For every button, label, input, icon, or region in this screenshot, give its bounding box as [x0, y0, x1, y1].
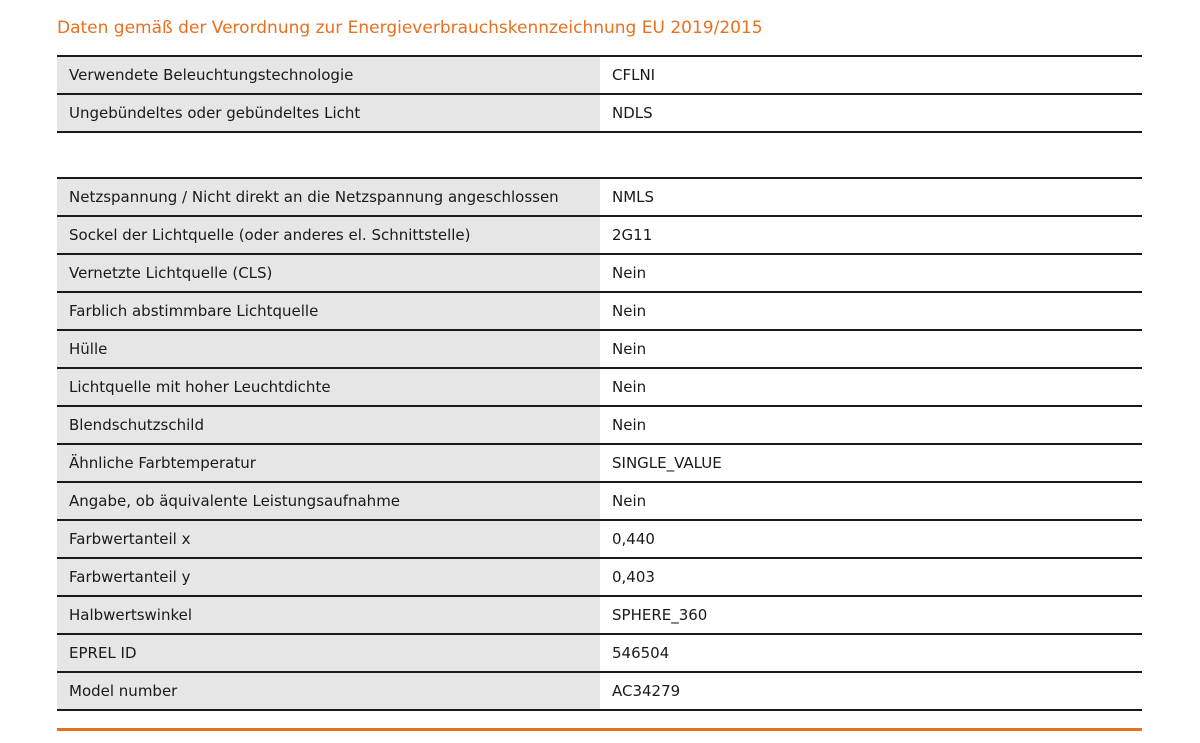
row-label: Verwendete Beleuchtungstechnologie — [57, 57, 600, 93]
table-row — [57, 595, 1142, 633]
row-label: Halbwertswinkel — [57, 597, 600, 633]
table-row — [57, 177, 1142, 215]
row-label: Ungebündeltes oder gebündeltes Licht — [57, 95, 600, 131]
row-label: Farbwertanteil y — [57, 559, 600, 595]
row-label: Sockel der Lichtquelle (oder anderes el. Schnittstelle) — [57, 217, 600, 253]
row-label: Farblich abstimmbare Lichtquelle — [57, 293, 600, 329]
table-row — [57, 329, 1142, 367]
row-label: Netzspannung / Nicht direkt an die Netzspannung angeschlossen — [57, 179, 600, 215]
row-value: CFLNI — [600, 57, 1142, 93]
row-label: Hülle — [57, 331, 600, 367]
row-value: Nein — [600, 407, 1142, 443]
row-label: Blendschutzschild — [57, 407, 600, 443]
row-value: Nein — [600, 293, 1142, 329]
table-row — [57, 253, 1142, 291]
table-row — [57, 93, 1142, 133]
row-label: Vernetzte Lichtquelle (CLS) — [57, 255, 600, 291]
table-row — [57, 481, 1142, 519]
row-value: Nein — [600, 369, 1142, 405]
table-row — [57, 367, 1142, 405]
table-row — [57, 405, 1142, 443]
row-value: 546504 — [600, 635, 1142, 671]
table-row — [57, 519, 1142, 557]
row-value: Nein — [600, 483, 1142, 519]
row-value: NMLS — [600, 179, 1142, 215]
row-value: SINGLE_VALUE — [600, 445, 1142, 481]
table-row — [57, 671, 1142, 711]
row-value: AC34279 — [600, 673, 1142, 709]
row-label: Angabe, ob äquivalente Leistungsaufnahme — [57, 483, 600, 519]
row-label: Ähnliche Farbtemperatur — [57, 445, 600, 481]
row-label: EPREL ID — [57, 635, 600, 671]
row-label: Farbwertanteil x — [57, 521, 600, 557]
footer-divider — [57, 728, 1142, 731]
row-value: SPHERE_360 — [600, 597, 1142, 633]
row-label: Model number — [57, 673, 600, 709]
table-row — [57, 443, 1142, 481]
row-value: 0,440 — [600, 521, 1142, 557]
row-value: Nein — [600, 255, 1142, 291]
lighting-technology-table — [57, 55, 1142, 133]
table-row — [57, 215, 1142, 253]
row-value: Nein — [600, 331, 1142, 367]
row-label: Lichtquelle mit hoher Leuchtdichte — [57, 369, 600, 405]
row-value: 0,403 — [600, 559, 1142, 595]
row-value: 2G11 — [600, 217, 1142, 253]
page-title: Daten gemäß der Verordnung zur Energieverbrauchskennzeichnung EU 2019/2015 — [57, 18, 763, 38]
table-row — [57, 557, 1142, 595]
table-row — [57, 633, 1142, 671]
table-row — [57, 55, 1142, 93]
product-properties-table — [57, 177, 1142, 711]
table-row — [57, 291, 1142, 329]
row-value: NDLS — [600, 95, 1142, 131]
